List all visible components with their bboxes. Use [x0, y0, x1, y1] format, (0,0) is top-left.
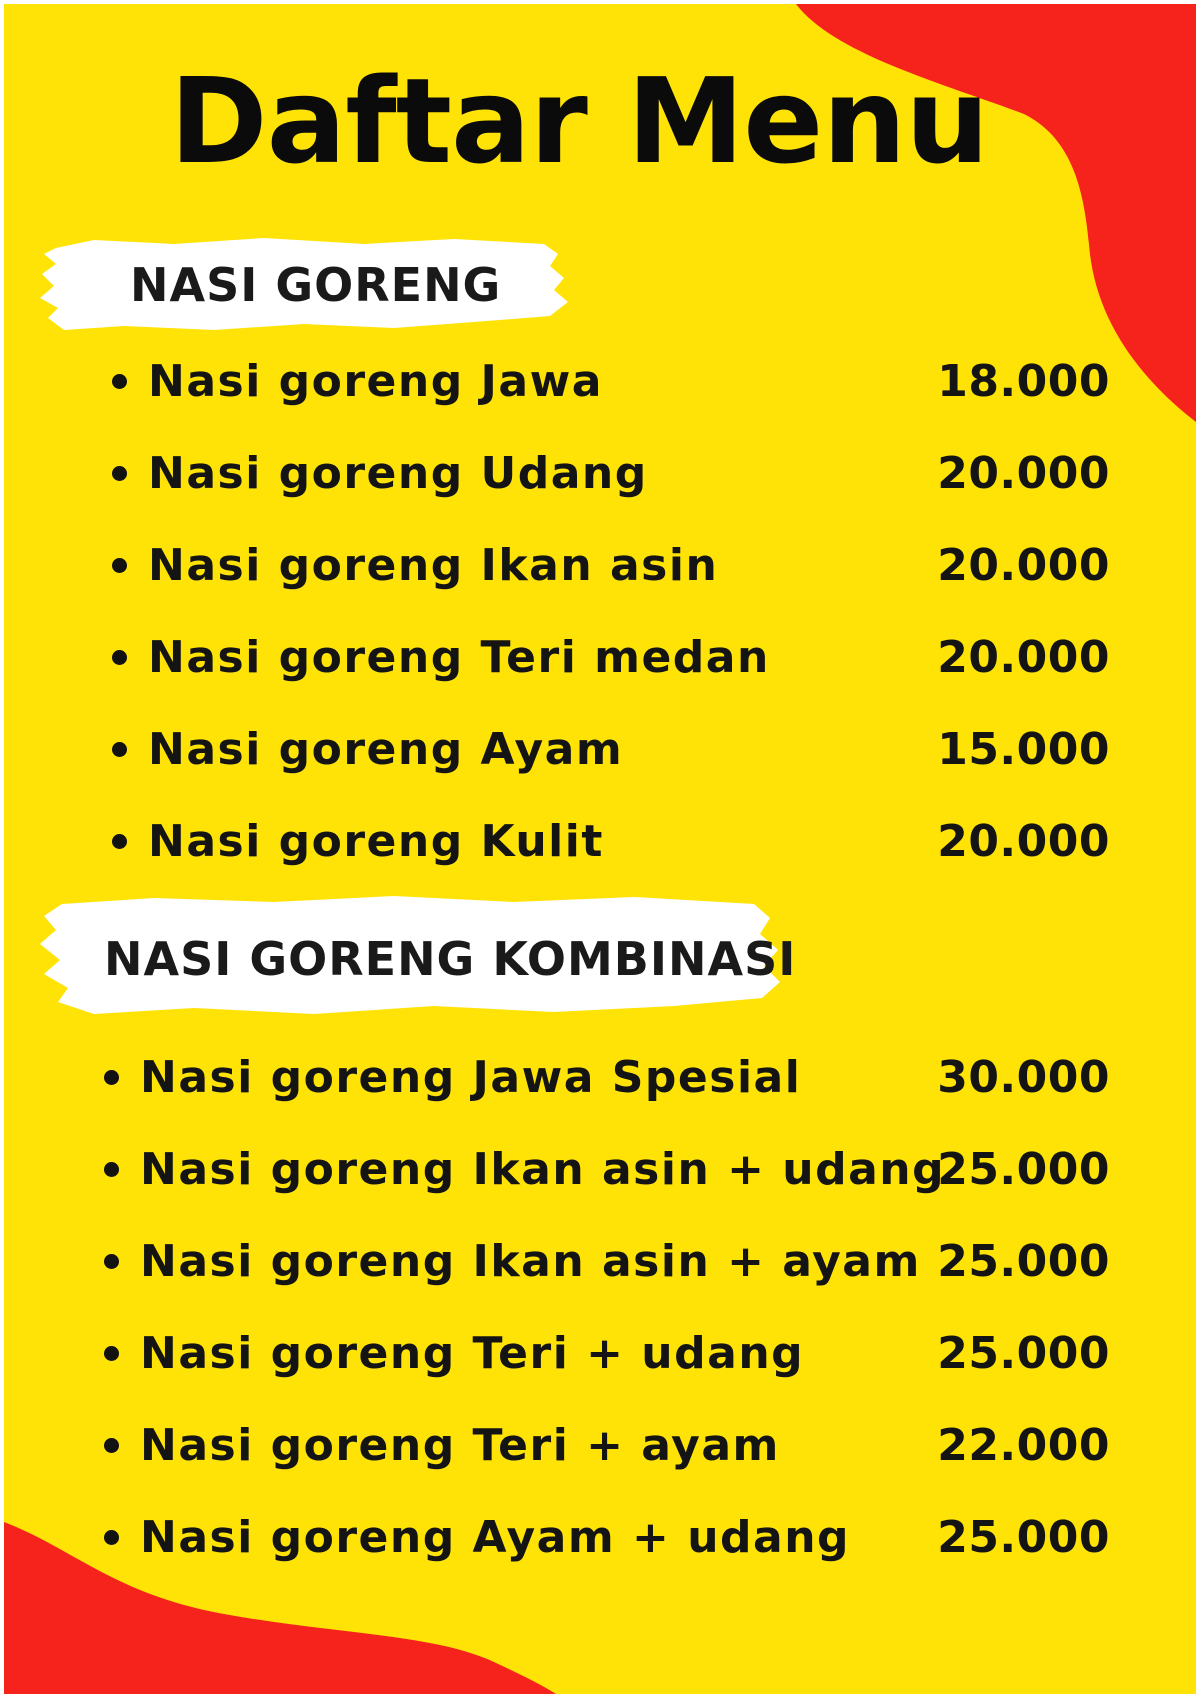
- menu-item-price: 15.000: [937, 724, 1110, 775]
- menu-item: [112, 812, 1110, 872]
- bullet: [112, 742, 127, 757]
- menu-item-name: Nasi goreng Teri + ayam: [140, 1420, 780, 1471]
- menu-item-price: 30.000: [937, 1052, 1110, 1103]
- menu-item-price: 18.000: [937, 356, 1110, 407]
- bullet: [112, 650, 127, 665]
- menu-item-price: 25.000: [937, 1512, 1110, 1563]
- bullet: [112, 558, 127, 573]
- bullet: [104, 1530, 119, 1545]
- section-heading-nasi-goreng-kombinasi: NASI GORENG KOMBINASI: [104, 932, 797, 986]
- bullet: [104, 1254, 119, 1269]
- menu-item-name: Nasi goreng Jawa: [148, 356, 603, 407]
- menu-item-price: 20.000: [937, 816, 1110, 867]
- section-heading-nasi-goreng: NASI GORENG: [130, 258, 502, 312]
- menu-item-price: 22.000: [937, 1420, 1110, 1471]
- menu-item: [104, 1416, 1110, 1476]
- menu-item: [112, 628, 1110, 688]
- menu-item-name: Nasi goreng Ikan asin + ayam: [140, 1236, 921, 1287]
- menu-item: [112, 720, 1110, 780]
- menu-poster: [4, 4, 1196, 1694]
- menu-item: [112, 536, 1110, 596]
- menu-item-price: 25.000: [937, 1144, 1110, 1195]
- section-banner-nasi-goreng-kombinasi: [34, 894, 797, 1024]
- menu-item: [104, 1048, 1110, 1108]
- bullet: [104, 1346, 119, 1361]
- menu-item: [112, 352, 1110, 412]
- menu-item-name: Nasi goreng Ikan asin + udang: [140, 1144, 946, 1195]
- menu-item: [104, 1232, 1110, 1292]
- menu-item: [104, 1324, 1110, 1384]
- bullet: [112, 834, 127, 849]
- menu-item-name: Nasi goreng Teri + udang: [140, 1328, 805, 1379]
- bullet: [112, 466, 127, 481]
- menu-item: [104, 1508, 1110, 1568]
- menu-item: [104, 1140, 1110, 1200]
- bullet: [104, 1162, 119, 1177]
- menu-item-price: 25.000: [937, 1328, 1110, 1379]
- menu-item-price: 25.000: [937, 1236, 1110, 1287]
- menu-item-price: 20.000: [937, 540, 1110, 591]
- menu-item-name: Nasi goreng Ayam: [148, 724, 624, 775]
- page-title: Daftar Menu: [169, 52, 989, 190]
- bullet: [104, 1070, 119, 1085]
- menu-item-name: Nasi goreng Ikan asin: [148, 540, 719, 591]
- bullet: [104, 1438, 119, 1453]
- menu-item-name: Nasi goreng Teri medan: [148, 632, 770, 683]
- menu-item: [112, 444, 1110, 504]
- section-banner-nasi-goreng: [34, 236, 574, 334]
- menu-item-name: Nasi goreng Udang: [148, 448, 648, 499]
- menu-item-name: Nasi goreng Ayam + udang: [140, 1512, 851, 1563]
- menu-item-price: 20.000: [937, 632, 1110, 683]
- menu-item-price: 20.000: [937, 448, 1110, 499]
- menu-item-name: Nasi goreng Kulit: [148, 816, 604, 867]
- menu-item-name: Nasi goreng Jawa Spesial: [140, 1052, 802, 1103]
- bullet: [112, 374, 127, 389]
